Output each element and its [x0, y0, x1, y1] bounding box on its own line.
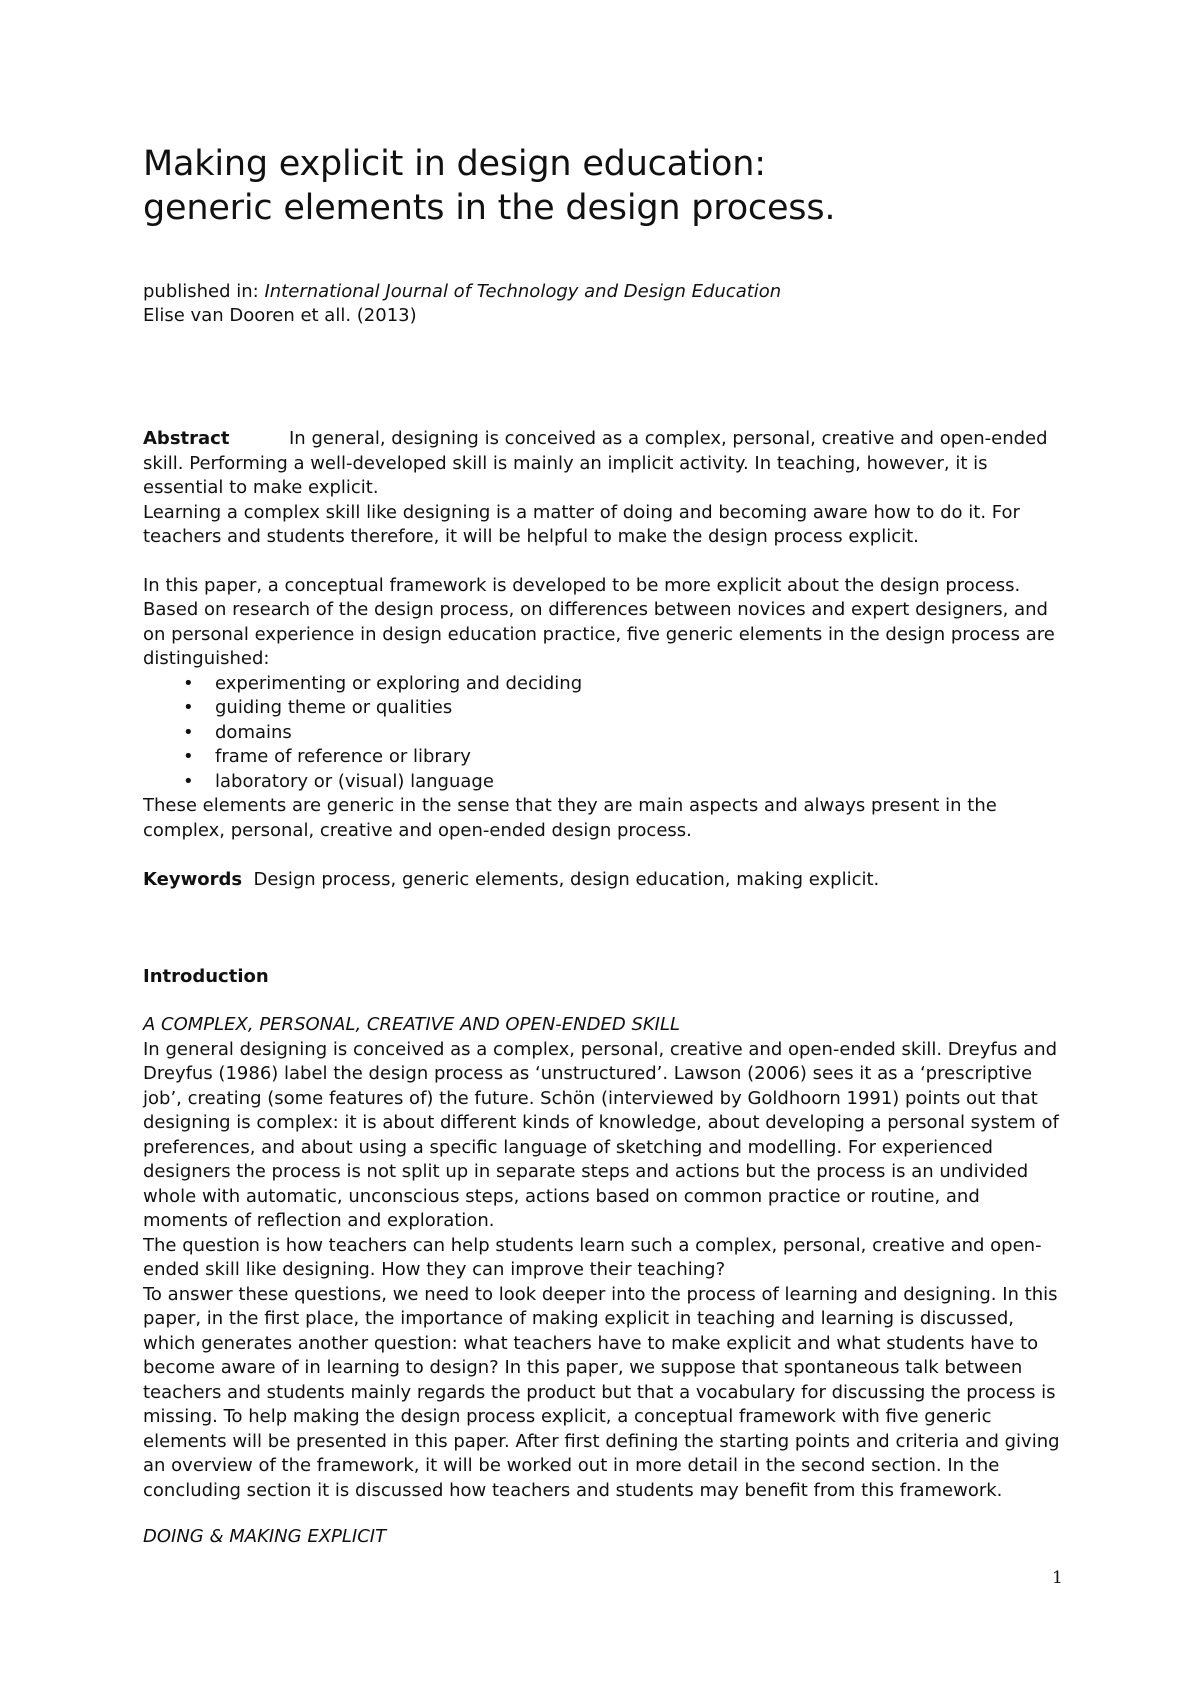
bullet-icon: • — [183, 746, 194, 767]
list-item-text: laboratory or (visual) language — [215, 770, 494, 792]
keywords-text: Design process, generic elements, design education, making explicit. — [253, 869, 880, 890]
list-item-text: domains — [215, 721, 292, 743]
page-number: 1 — [1052, 1568, 1063, 1588]
keywords-label: Keywords — [143, 869, 243, 890]
introduction-paragraph-2: The question is how teachers can help students learn such a complex, personal, creative and open-ended skill like designing. How they can improve their teaching? — [143, 1234, 1042, 1280]
publication-prefix: published in: — [143, 281, 265, 302]
section-subheading: A COMPLEX, PERSONAL, CREATIVE AND OPEN-ENDED SKILL — [143, 1014, 681, 1035]
list-item-text: frame of reference or library — [215, 746, 471, 767]
list-item — [183, 672, 1068, 697]
list-item — [183, 721, 1068, 746]
introduction-section — [143, 1013, 1068, 1503]
paper-title — [143, 142, 835, 230]
list-item — [183, 770, 1068, 795]
abstract-paragraph-3: In this paper, a conceptual framework is developed to be more explicit about the design process. Based on research of the design process, on differences between novices and expert designers, and on personal experience in design education practice, five generic elements in the design process are distinguished: — [143, 574, 1055, 669]
list-item — [183, 745, 1068, 770]
abstract-text-1: In general, designing is conceived as a complex, personal, creative and open-ended skill. Performing a well-developed skill is mainly an implicit activity. In teaching, however, it is essential to make explicit. — [143, 428, 1048, 498]
keywords-line — [143, 868, 879, 893]
paragraph-gap — [143, 550, 1068, 574]
bullet-icon: • — [183, 697, 194, 718]
publication-line — [143, 280, 781, 304]
abstract-paragraph-1 — [143, 427, 1068, 501]
generic-elements-list — [143, 672, 1068, 795]
introduction-heading: Introduction — [143, 966, 269, 987]
title-line-1: Making explicit in design education: — [143, 144, 766, 184]
introduction-paragraph-1: In general designing is conceived as a complex, personal, creative and open-ended skill. Dreyfus and Dreyfus (1986) label the design process as ‘unstructured’. Lawson (2006) sees it as a ‘prescriptive job’, creating (some features of) the future. Schön (interviewed by Goldhoorn 1991) points out that designing is complex: it is about different kinds of knowledge, about developing a personal system of preferences, and about using a specific language of sketching and modelling. For experienced designers the process is not split up in separate steps and actions but the process is an undivided whole with automatic, unconscious steps, actions based on common practice or routine, and moments of reflection and exploration. — [143, 1038, 1059, 1231]
abstract-section — [143, 427, 1068, 843]
abstract-paragraph-2: Learning a complex skill like designing is a matter of doing and becoming aware how to do it. For teachers and students therefore, it will be helpful to make the design process explicit. — [143, 501, 1020, 547]
bullet-icon: • — [183, 672, 194, 694]
bullet-icon: • — [183, 770, 194, 792]
authors-line: Elise van Dooren et all. (2013) — [143, 305, 417, 326]
publication-info — [143, 280, 781, 328]
list-item — [183, 696, 1068, 721]
list-item-text: guiding theme or qualities — [215, 697, 453, 718]
bullet-icon: • — [183, 721, 194, 743]
journal-name: International Journal of Technology and Design Education — [264, 281, 782, 302]
list-item-text: experimenting or exploring and deciding — [215, 672, 583, 694]
title-line-2: generic elements in the design process. — [143, 188, 836, 228]
section-heading-doing: DOING & MAKING EXPLICIT — [143, 1526, 387, 1547]
introduction-paragraph-3: To answer these questions, we need to look deeper into the process of learning and designing. In this paper, in the first place, the importance of making explicit in teaching and learning is discussed, which generates another question: what teachers have to make explicit and what students have to become aware of in learning to design? In this paper, we suppose that spontaneous talk between teachers and students mainly regards the product but that a vocabulary for discussing the process is missing. To help making the design process explicit, a conceptual framework with five generic elements will be presented in this paper. After first defining the starting points and criteria and giving an overview of the framework, it will be worked out in more detail in the second section. In the concluding section it is discussed how teachers and students may benefit from this framework. — [143, 1283, 1060, 1501]
abstract-paragraph-4: These elements are generic in the sense that they are main aspects and always present in the complex, personal, creative and open-ended design process. — [143, 795, 997, 841]
abstract-label: Abstract — [143, 428, 230, 449]
